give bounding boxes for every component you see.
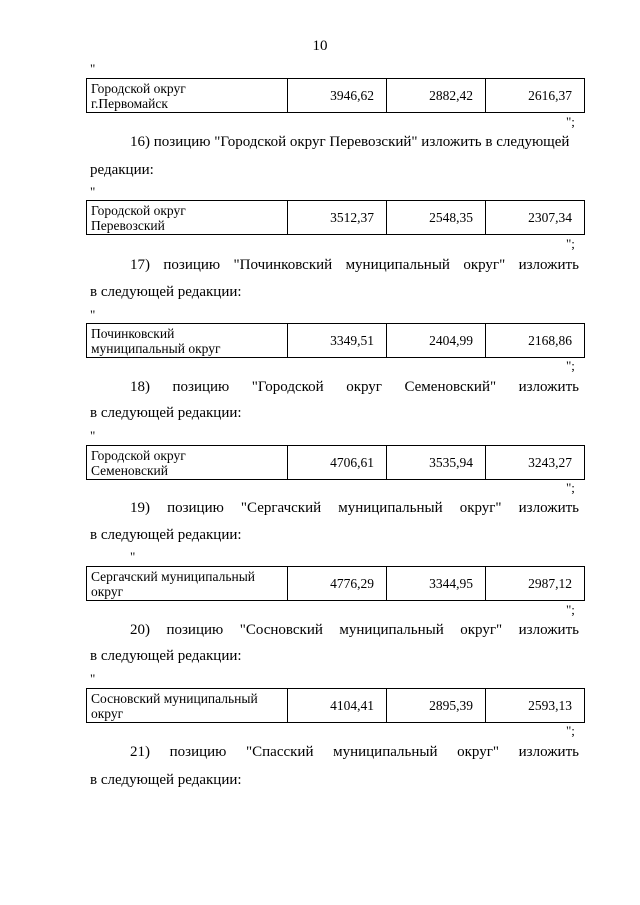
word: изложить	[518, 257, 579, 273]
value-cell: 2987,12	[486, 567, 585, 601]
word: муниципальный	[338, 500, 443, 516]
value-cell: 2882,42	[387, 79, 486, 113]
value-cell: 2895,39	[387, 689, 486, 723]
value-cell: 3535,94	[387, 446, 486, 480]
district-name-line1: Городской округ	[91, 447, 186, 463]
closing-quote: ";	[566, 723, 575, 738]
word: муниципальный	[333, 744, 438, 760]
district-name-line2: муниципальный округ	[91, 340, 221, 356]
word: Семеновский"	[404, 379, 497, 395]
opening-quote: "	[90, 184, 96, 199]
paragraph-line: в следующей редакции:	[90, 284, 242, 300]
district-name-cell	[87, 446, 288, 480]
table-row	[87, 567, 585, 601]
value-cell: 4104,41	[288, 689, 387, 723]
district-name-line2: округ	[91, 705, 124, 721]
district-name-line1: Сосновский муниципальный	[91, 690, 258, 706]
opening-quote: "	[90, 61, 96, 76]
district-name-line1: Городской округ	[91, 202, 186, 218]
word: 19)	[130, 500, 150, 516]
table-row	[87, 201, 585, 235]
word: 20)	[130, 622, 150, 638]
district-name-line2: г.Первомайск	[91, 95, 168, 111]
data-table	[86, 566, 585, 601]
value-cell: 2404,99	[387, 324, 486, 358]
district-name-cell	[87, 689, 288, 723]
word: 17)	[130, 257, 150, 273]
word: изложить	[518, 622, 579, 638]
closing-quote: ";	[566, 236, 575, 251]
opening-quote: "	[90, 428, 96, 443]
opening-quote: "	[90, 307, 96, 322]
data-table	[86, 200, 585, 235]
word: изложить	[518, 500, 579, 516]
table-row	[87, 324, 585, 358]
paragraph-line	[130, 621, 579, 639]
value-cell: 2548,35	[387, 201, 486, 235]
word: 18)	[130, 379, 150, 395]
data-table	[86, 445, 585, 480]
paragraph-line	[130, 743, 579, 761]
word: "Починковский	[233, 257, 333, 273]
table-row	[87, 446, 585, 480]
table-row	[87, 689, 585, 723]
word: изложить	[518, 744, 579, 760]
district-name-cell	[87, 79, 288, 113]
word: позицию	[169, 744, 227, 760]
data-table	[86, 78, 585, 113]
paragraph-line	[130, 256, 579, 274]
word: округ"	[457, 744, 499, 760]
district-name-cell	[87, 201, 288, 235]
word: изложить	[518, 379, 579, 395]
closing-quote: ";	[566, 358, 575, 373]
word: позицию	[172, 379, 230, 395]
opening-quote: "	[130, 549, 136, 564]
word: "Сергачский	[240, 500, 322, 516]
opening-quote: "	[90, 671, 96, 686]
table-row	[87, 79, 585, 113]
value-cell: 2307,34	[486, 201, 585, 235]
word: муниципальный	[339, 622, 444, 638]
closing-quote: ";	[566, 602, 575, 617]
district-name-line1: Сергачский муниципальный	[91, 568, 256, 584]
paragraph-line: в следующей редакции:	[90, 527, 242, 543]
paragraph-line: 16) позицию "Городской округ Перевозский" изложить в следующей	[130, 134, 570, 150]
district-name-line1: Починковский	[91, 325, 175, 341]
value-cell: 3349,51	[288, 324, 387, 358]
paragraph-line	[130, 499, 579, 517]
closing-quote: ";	[566, 480, 575, 495]
closing-quote: ";	[566, 114, 575, 129]
word: "Сосновский	[239, 622, 323, 638]
value-cell: 3243,27	[486, 446, 585, 480]
district-name-cell	[87, 567, 288, 601]
value-cell: 2593,13	[486, 689, 585, 723]
paragraph-line: в следующей редакции:	[90, 772, 242, 788]
value-cell: 4776,29	[288, 567, 387, 601]
word: позицию	[167, 500, 224, 516]
word: позицию	[163, 257, 221, 273]
paragraph-line	[130, 378, 579, 396]
paragraph-line: редакции:	[90, 162, 154, 178]
word: "Городской	[251, 379, 324, 395]
value-cell: 3512,37	[288, 201, 387, 235]
district-name-line2: округ	[91, 583, 124, 599]
word: "Спасский	[246, 744, 314, 760]
district-name-line1: Городской округ	[91, 80, 186, 96]
word: округ"	[459, 500, 502, 516]
value-cell: 3344,95	[387, 567, 486, 601]
word: позицию	[166, 622, 224, 638]
value-cell: 3946,62	[288, 79, 387, 113]
district-name-line2: Перевозский	[91, 217, 165, 233]
data-table	[86, 688, 585, 723]
page-number: 10	[312, 38, 328, 54]
value-cell: 2616,37	[486, 79, 585, 113]
value-cell: 4706,61	[288, 446, 387, 480]
district-name-line2: Семеновский	[91, 462, 168, 478]
word: 21)	[130, 744, 150, 760]
data-table	[86, 323, 585, 358]
paragraph-line: в следующей редакции:	[90, 405, 242, 421]
word: округ"	[463, 257, 506, 273]
word: округ	[346, 379, 382, 395]
district-name-cell	[87, 324, 288, 358]
value-cell: 2168,86	[486, 324, 585, 358]
paragraph-line: в следующей редакции:	[90, 648, 242, 664]
word: муниципальный	[345, 257, 450, 273]
word: округ"	[460, 622, 503, 638]
